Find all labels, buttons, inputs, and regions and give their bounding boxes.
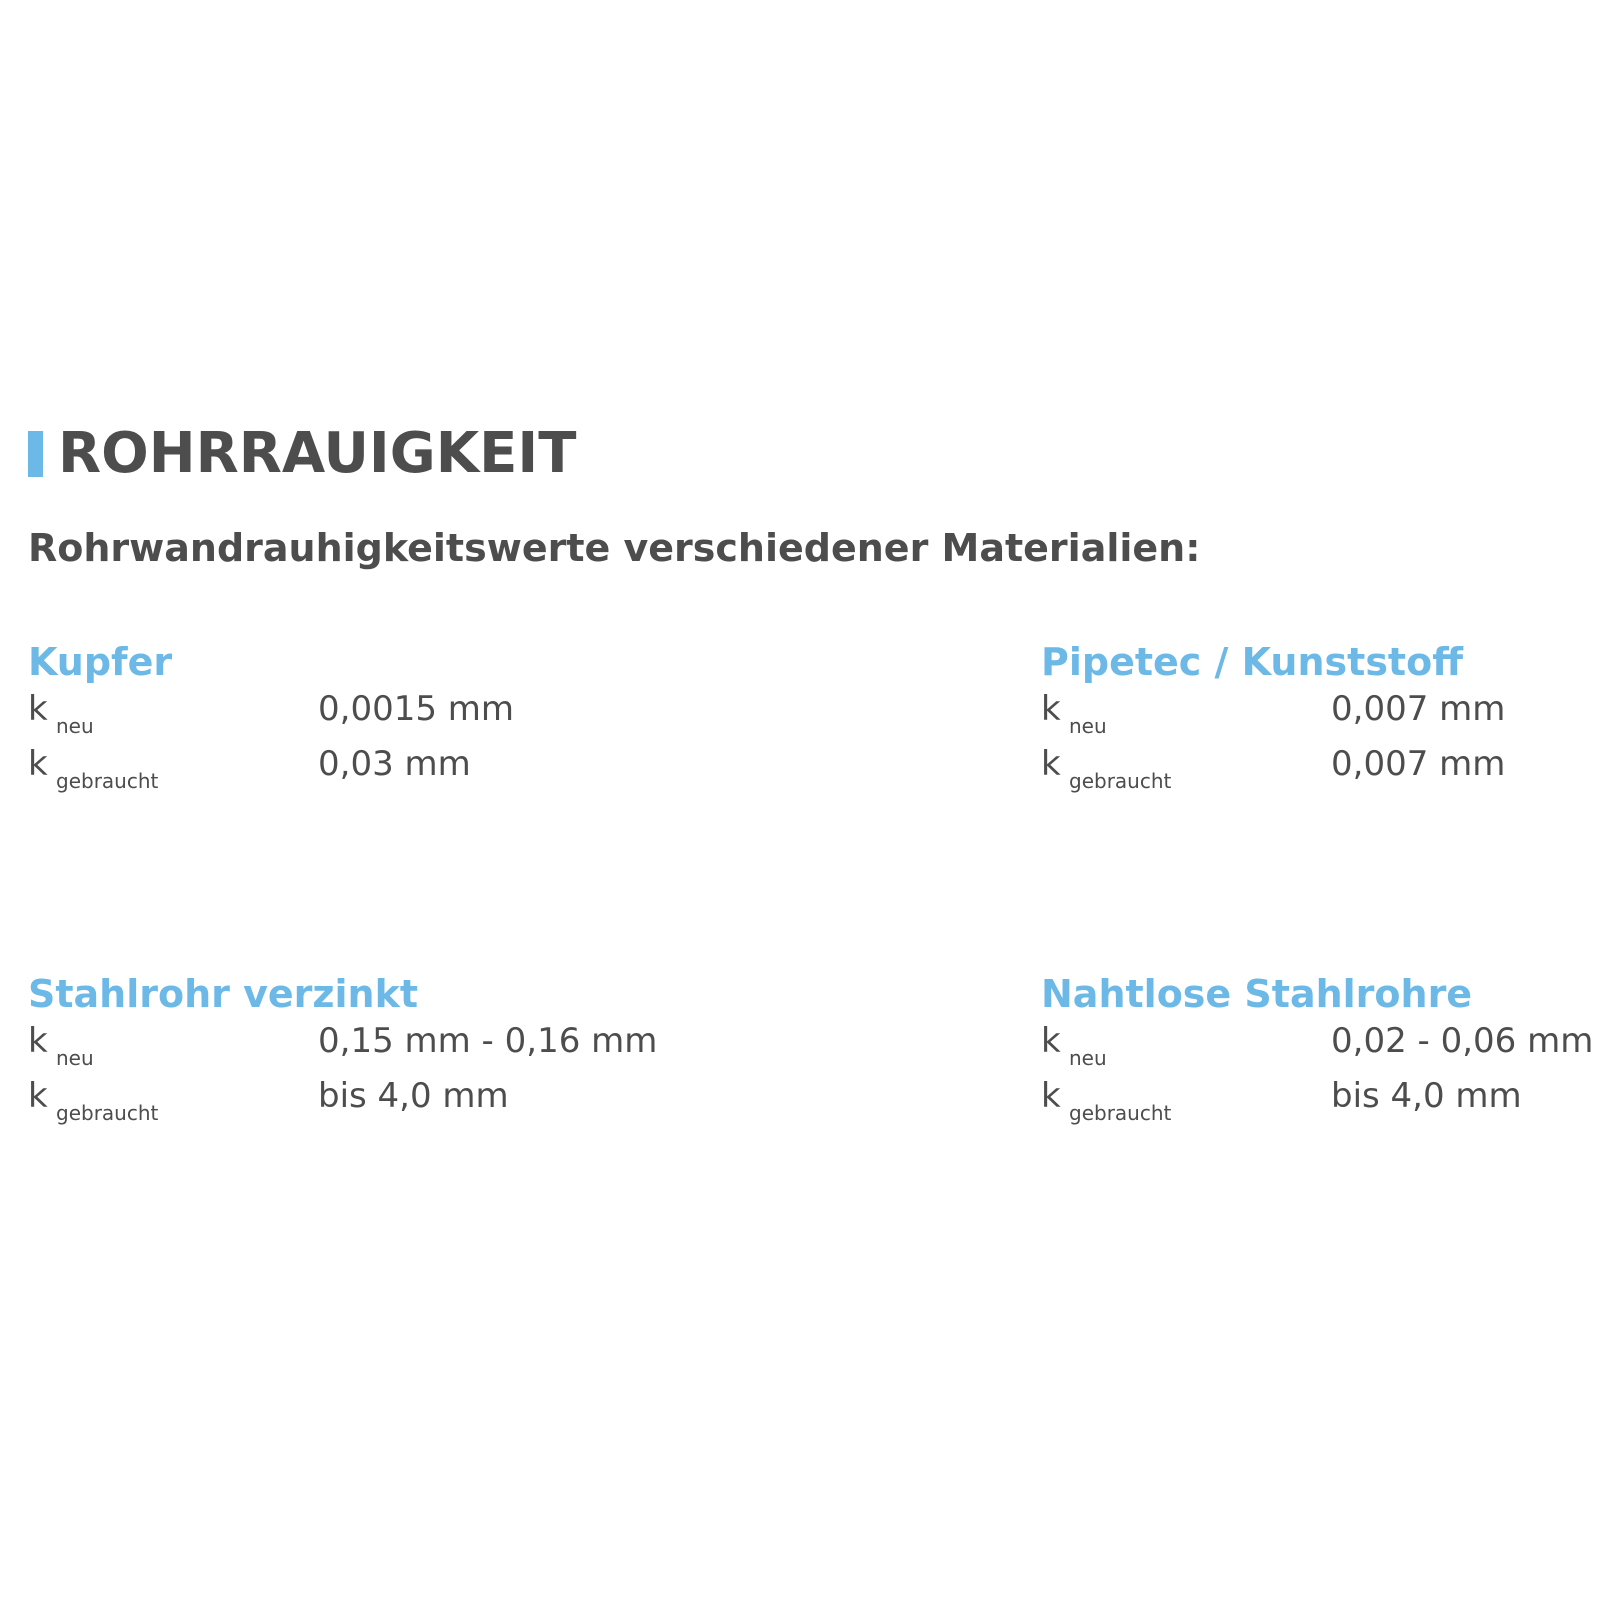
k-symbol: k (28, 744, 48, 784)
roughness-row-gebraucht (1041, 742, 1600, 797)
material-title: Stahlrohr verzinkt (28, 972, 419, 1016)
roughness-row-neu (28, 687, 588, 742)
title-row (28, 421, 577, 486)
k-subscript: neu (56, 714, 94, 738)
material-block-kupfer (28, 637, 588, 797)
material-title: Pipetec / Kunststoff (1041, 640, 1463, 684)
roughness-value: bis 4,0 mm (318, 1076, 509, 1116)
k-subscript: gebraucht (56, 769, 159, 793)
material-block-stahlrohr-verzinkt (28, 969, 658, 1129)
k-subscript: neu (1069, 714, 1107, 738)
material-block-pipetec (1041, 637, 1600, 797)
roughness-value: 0,007 mm (1331, 744, 1506, 784)
material-block-nahtlose-stahlrohre (1041, 969, 1600, 1129)
k-symbol: k (28, 1076, 48, 1116)
roughness-value: 0,007 mm (1331, 689, 1506, 729)
k-symbol: k (1041, 1076, 1061, 1116)
page-subtitle: Rohrwandrauhigkeitswerte verschiedener Materialien: (28, 526, 1201, 570)
roughness-row-gebraucht (28, 742, 588, 797)
k-symbol: k (28, 1021, 48, 1061)
k-subscript: gebraucht (1069, 769, 1172, 793)
material-title: Nahtlose Stahlrohre (1041, 972, 1473, 1016)
roughness-row-gebraucht (28, 1074, 588, 1129)
k-subscript: gebraucht (1069, 1101, 1172, 1125)
k-subscript: neu (1069, 1046, 1107, 1070)
k-subscript: neu (56, 1046, 94, 1070)
k-symbol: k (28, 689, 48, 729)
roughness-value: 0,15 mm - 0,16 mm (318, 1021, 658, 1061)
roughness-row-neu (28, 1019, 658, 1074)
page-title: ROHRRAUIGKEIT (58, 421, 577, 486)
material-title: Kupfer (28, 640, 173, 684)
roughness-value: bis 4,0 mm (1331, 1076, 1522, 1116)
title-accent-bar (28, 431, 43, 477)
roughness-row-neu (1041, 687, 1600, 742)
k-symbol: k (1041, 689, 1061, 729)
k-symbol: k (1041, 744, 1061, 784)
roughness-value: 0,0015 mm (318, 689, 515, 729)
roughness-row-gebraucht (1041, 1074, 1600, 1129)
roughness-value: 0,02 - 0,06 mm (1331, 1021, 1594, 1061)
roughness-value: 0,03 mm (318, 744, 471, 784)
k-symbol: k (1041, 1021, 1061, 1061)
roughness-row-neu (1041, 1019, 1600, 1074)
k-subscript: gebraucht (56, 1101, 159, 1125)
